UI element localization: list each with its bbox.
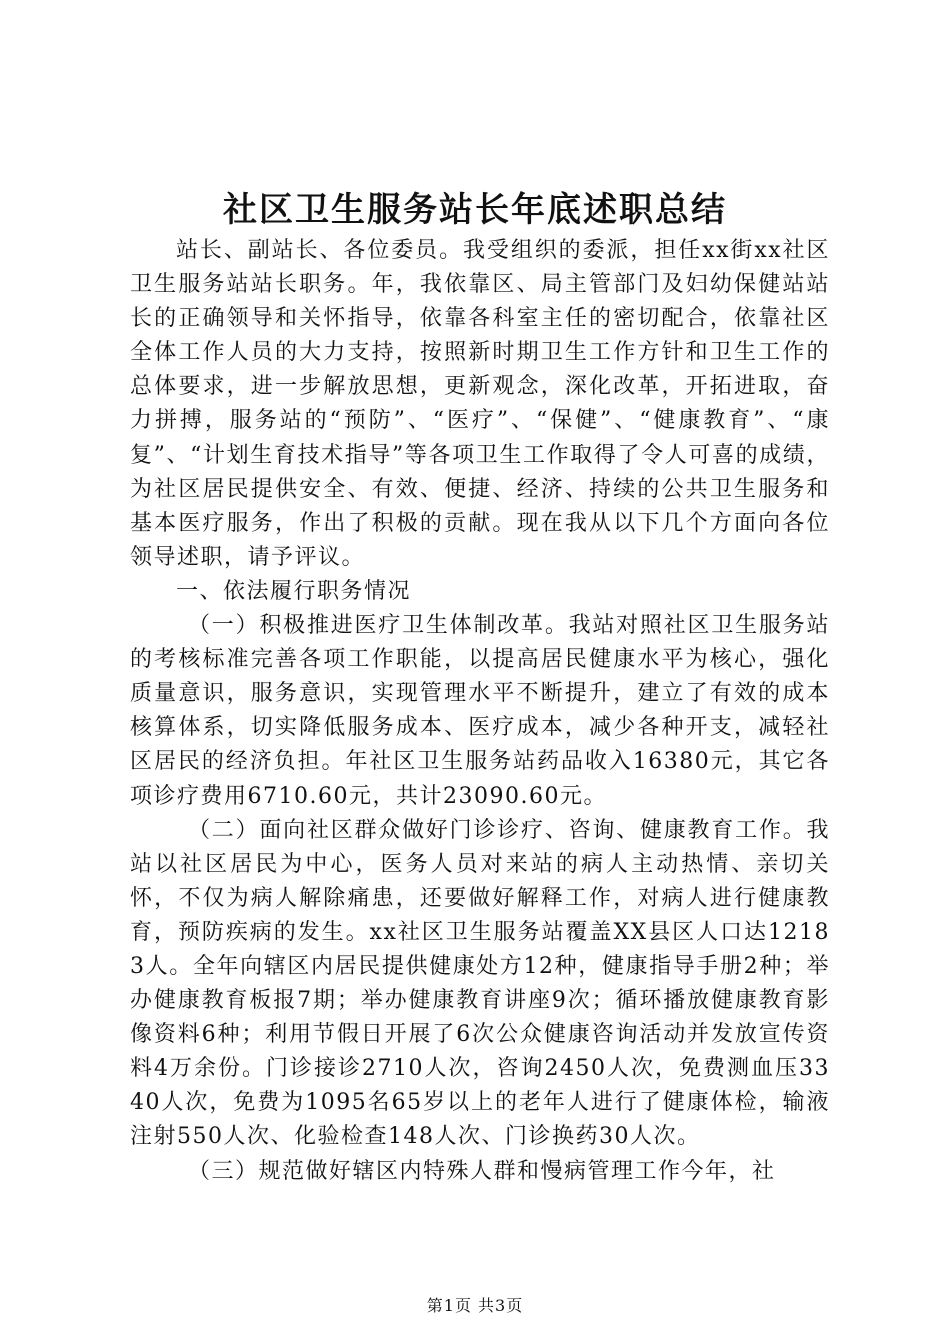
document-title: 社区卫生服务站长年底述职总结	[223, 190, 727, 230]
page-footer: 第1页 共3页	[426, 1296, 524, 1315]
document-body	[130, 234, 830, 1189]
item-paragraph-1: （一）积极推进医疗卫生体制改革。我站对照社区卫生服务站的考核标准完善各项工作职能，以提高居民健康水平为核心，强化质量意识，服务意识，实现管理水平不断提升，建立了有效的成本核算体系，切实降低服务成本、医疗成本，减少各种开支，减轻社区居民的经济负担。年社区卫生服务站药品收入16380元，其它各项诊疗费用6710.60元，共计23090.60元。	[130, 613, 830, 809]
item-paragraph-3: （三）规范做好辖区内特殊人群和慢病管理工作今年，社	[188, 1158, 776, 1184]
section-heading: 一、依法履行职务情况	[176, 578, 412, 604]
item-paragraph-2: （二）面向社区群众做好门诊诊疗、咨询、健康教育工作。我站以社区居民为中心，医务人员对来站的病人主动热情、亲切关怀，不仅为病人解除痛患，还要做好解释工作，对病人进行健康教育，预防疾病的发生。xx社区卫生服务站覆盖XX县区人口达12183人。全年向辖区内居民提供健康处方12种，健康指导手册2种；举办健康教育板报7期；举办健康教育讲座9次；循环播放健康教育影像资料6种；利用节假日开展了6次公众健康咨询活动并发放宣传资料4万余份。门诊接诊2710人次，咨询2450人次，免费测血压3340人次，免费为1095名65岁以上的老年人进行了健康体检，输液注射550人次、化验检查148人次、门诊换药30人次。	[130, 817, 830, 1150]
intro-paragraph: 站长、副站长、各位委员。我受组织的委派，担任xx街xx社区卫生服务站站长职务。年，我依靠区、局主管部门及妇幼保健站站长的正确领导和关怀指导，依靠各科室主任的密切配合，依靠社区全体工作人员的大力支持，按照新时期卫生工作方针和卫生工作的总体要求，进一步解放思想，更新观念，深化改革，开拓进取，奋力拼搏，服务站的“预防”、“医疗”、“保健”、“健康教育”、“康复”、“计划生育技术指导”等各项卫生工作取得了令人可喜的成绩，为社区居民提供安全、有效、便捷、经济、持续的公共卫生服务和基本医疗服务，作出了积极的贡献。现在我从以下几个方面向各位领导述职，请予评议。	[130, 238, 830, 570]
